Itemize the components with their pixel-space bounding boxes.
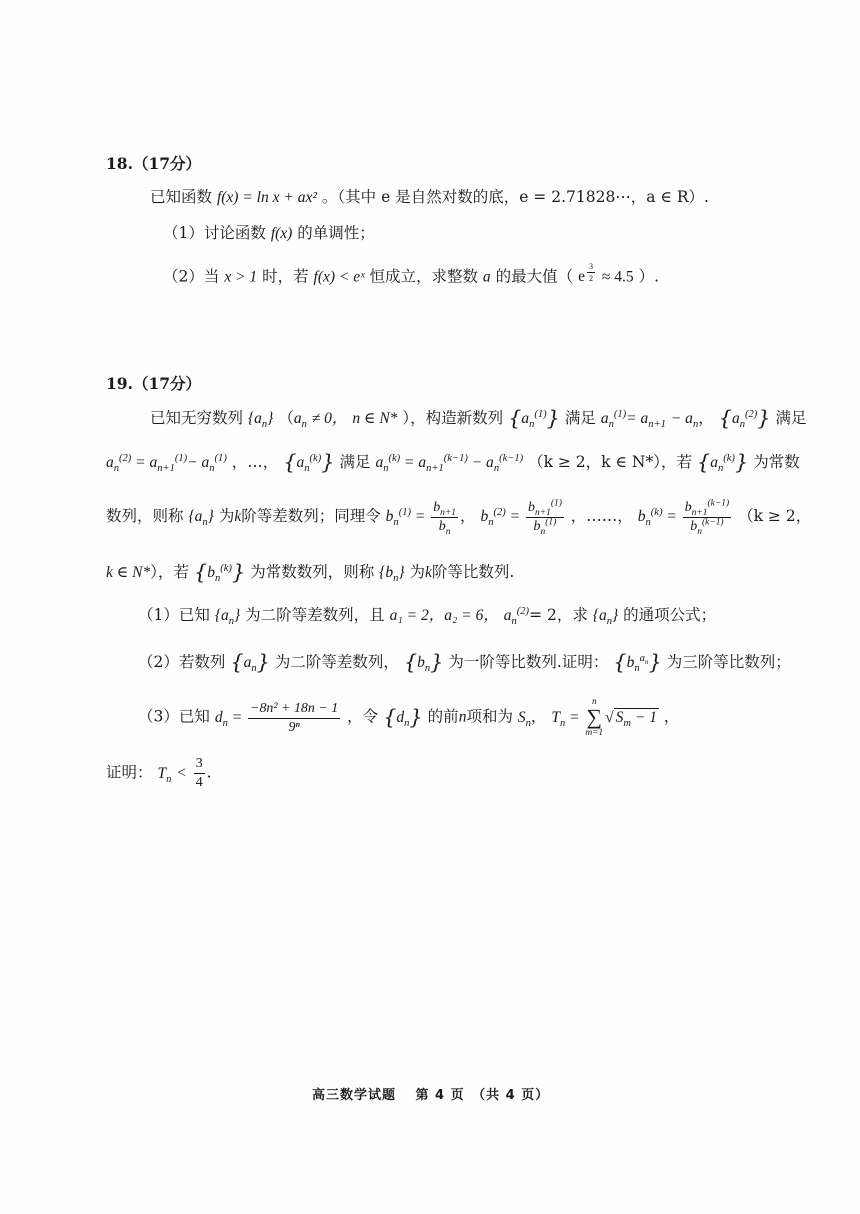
sum-lower: m=1 — [585, 728, 604, 738]
q19-header: 19.（17分） — [106, 374, 202, 393]
q19-l2-b: ，…， — [231, 453, 279, 471]
seq-an2: $\{a_n^{(2)}\}$ — [718, 406, 771, 431]
seq-an1: $\{a_n^{(1)}\}$ — [508, 406, 560, 431]
dn-numerator: −8n² + 18n − 1 — [248, 701, 340, 719]
q19-p1-e: 的通项公式； — [623, 606, 717, 624]
q19-l1-b: （ — [278, 409, 294, 427]
sum-upper: n — [591, 697, 597, 707]
def-bn1: $b_n^{(1)}$ = $\frac{b_{n+1}}{b_n}$ — [385, 500, 457, 537]
seq-dn: $\{d_n\}$ — [383, 704, 423, 729]
q18-hint-exp: e $^{\frac{3}{2}}$ — [578, 262, 593, 286]
q19-p2-b: 为二阶等差数列， — [274, 653, 399, 671]
q19-l3-c: k — [234, 508, 242, 526]
q19-p4-a: 证明： — [106, 763, 153, 782]
q18-part2-close: ）. — [638, 267, 660, 286]
q19-l2-a: − a — [187, 454, 210, 471]
an2-term: $a_n^{(2)}$ — [503, 605, 530, 628]
q19-p1-c: a₁ = 2，a₂ = 6， — [389, 607, 499, 624]
q19-part3 — [138, 698, 679, 738]
q19-line4 — [106, 560, 514, 585]
q19-part1 — [138, 606, 716, 626]
q18-part2-ineq: f(x) < eˣ — [313, 268, 365, 286]
q18-part2-cond: x > 1 — [224, 268, 258, 286]
seq-ank: $\{a_n^{(k)}\}$ — [283, 450, 335, 475]
page-footer: 高三数学试题 第 4 页 （共 4 页） — [312, 1088, 550, 1103]
q19-l2-c: 满足 — [339, 453, 371, 471]
q19-l1-i: − a — [670, 410, 693, 427]
q19-p3-f: ， — [530, 707, 547, 726]
q18-stem-func: f(x) = ln x + ax² — [216, 189, 317, 206]
q19-p1-d: = 2，求 — [529, 606, 588, 624]
q19-l4-a: k ∈ N* — [106, 564, 151, 581]
q19-part3-prove: 证明： $T_n$ < $\frac{3}{4}$ . — [106, 756, 212, 791]
q19-l1-c: a — [293, 410, 302, 427]
q19-l1-f: ），构造新数列 — [402, 409, 504, 427]
q19-line2: $a_n^{(2)} = a_{n+1}^{(1)}- a_n^{(1)}$ ，…， $\{a_n^{(k)}\}$ 满足 $a_n^{(k)} = a_{n+1}^{(k-1)} - a_n^{(k-1)}$ （k ≥ 2，k ∈ N*），若 $\{a_n^{(k)}\}$ 为常数 — [106, 450, 800, 475]
q19-l1-e: n ∈ N* — [352, 410, 398, 427]
q19-l4-c: 为常数数列，则称 — [250, 563, 375, 581]
q19-l1-d: ≠ 0， — [311, 410, 348, 427]
q18-stem-rest: 。（其中 e 是自然对数的底，e = 2.71828⋯，a ∈ R）. — [321, 188, 709, 206]
q18-stem — [150, 188, 709, 208]
q19-l1-k: 满足 — [775, 409, 807, 427]
q19-l2-d: （k ≥ 2，k ∈ N*），若 — [528, 453, 692, 471]
q19-l4-f: 阶等比数列. — [431, 563, 515, 581]
q19-part2 — [138, 650, 791, 675]
seq-an-p2: $\{a_n\}$ — [230, 650, 270, 675]
seq-an-p1: $\{a_n\}$ — [214, 607, 241, 628]
def-bnk: $b_n^{(k)}$ = $\frac{b_{n+1}^{(k-1)}}{b_n^{(k-1)}}$ — [637, 498, 730, 537]
q18-part1-rest: 的单调性； — [297, 224, 375, 242]
q19-l3-e: ， — [460, 507, 476, 526]
q19-l1-g: 满足 — [564, 409, 596, 427]
q19-l3-g: （k ≥ 2， — [738, 507, 812, 526]
q19-p1-a: （1）已知 — [138, 606, 210, 624]
q18-part2-end: 的最大值（ — [495, 267, 574, 286]
q19-l4-d: 为 — [409, 563, 426, 581]
seq-bn-an: $\{b_n^{a_n}\}$ — [613, 650, 662, 675]
q19-p2-d: 为三阶等比数列； — [666, 653, 791, 671]
def-an1: $a_n^{(1)}$ — [600, 408, 627, 431]
seq-bn: $\{b_n\}$ — [379, 564, 405, 585]
q19-p2-c: 为一阶等比数列.证明： — [448, 653, 609, 671]
tn-term: $T_n$ — [157, 764, 172, 785]
seq-ank2: $\{a_n^{(k)}\}$ — [696, 450, 749, 475]
q19-l4-b: ），若 — [150, 563, 189, 581]
q18-part2-rest: 恒成立，求整数 — [369, 267, 478, 286]
q19-p3-b: ，令 — [347, 707, 379, 726]
q18-part1-func: f(x) — [270, 225, 293, 242]
def-ank: $a_n^{(k)} = a_{n+1}^{(k-1)} - a_n^{(k-1)}$ — [375, 452, 524, 475]
sum-sn: $S_n$ — [517, 708, 531, 729]
three-quarters: $\frac{3}{4}$ — [195, 756, 203, 791]
q18-part2-mid: 时，若 — [262, 267, 309, 286]
q18-header: 18.（17分） — [106, 154, 202, 173]
q19-p4-b: < — [176, 764, 187, 782]
q19-p3-c: 的前 — [427, 707, 459, 726]
q19-l3-f: ，……， — [570, 507, 633, 526]
q19-l3-a: 数列，则称 — [106, 507, 184, 526]
q18-part2-label: （2）当 — [163, 267, 220, 286]
q19-l3-d: 阶等差数列；同理令 — [241, 507, 381, 526]
q19-l3-b: 为 — [218, 507, 235, 526]
q18-stem-text: 已知函数 — [150, 188, 213, 206]
q19-l1-a: 已知无穷数列 — [150, 409, 244, 427]
q19-l4-e: k — [425, 564, 432, 581]
q19-line1: 已知无穷数列 $\{a_n\} (a_n \ne 0$， n ∈ N* ），构造新数列 $\{a_n^{(1)}\}$ 满足 $a_n^{(1)}= a_{n+1} - a_n$， $\{a_n^{(2)}\}$ 满足 — [150, 406, 807, 431]
def-tn: $T_n$ = n ∑ m=1 √ $S_m - 1$ — [551, 697, 657, 738]
q18-part1-label: （1）讨论函数 — [163, 224, 266, 242]
def-an2: $a_n^{(2)} = a_{n+1}^{(1)}$ — [106, 452, 188, 475]
seq-an-p1b: $\{a_n\}$ — [592, 607, 619, 628]
def-dn: $d_n$ = $\frac{\text{−8n² + 18n − 1}}{\text{9ⁿ}}$ — [214, 700, 339, 735]
q19-p1-b: 为二阶等差数列，且 — [245, 606, 385, 624]
q18-hint-value: ≈ 4.5 — [601, 268, 634, 286]
q19-l1-j: ， — [698, 409, 714, 427]
seq-an-3: $\{a_n\}$ — [188, 508, 214, 529]
def-bn2: $b_n^{(2)}$ = $\frac{b_{n+1}^{(1)}}{b_n^{(1)}}$ — [480, 498, 562, 537]
q19-l2-e: 为常数 — [753, 453, 800, 471]
q19-p3-d: n — [458, 708, 467, 726]
q19-l1-h: = a — [626, 410, 649, 427]
q18-part2 — [163, 262, 659, 287]
q19-p3-g: ， — [663, 707, 680, 726]
seq-bnk: $\{b_n^{(k)}\}$ — [193, 560, 246, 585]
q18-part1 — [163, 224, 375, 244]
seq-bn-p2: $\{b_n\}$ — [403, 650, 444, 675]
q19-p3-a: （3）已知 — [138, 707, 210, 726]
q19-p3-e: 项和为 — [466, 707, 513, 726]
seq-an: $\{a_n\}$ — [247, 410, 274, 431]
q19-line3 — [106, 500, 811, 535]
q18-part2-var: a — [482, 268, 491, 286]
q19-p2-a: （2）若数列 — [138, 653, 226, 671]
dn-denominator: 9ⁿ — [288, 719, 300, 735]
